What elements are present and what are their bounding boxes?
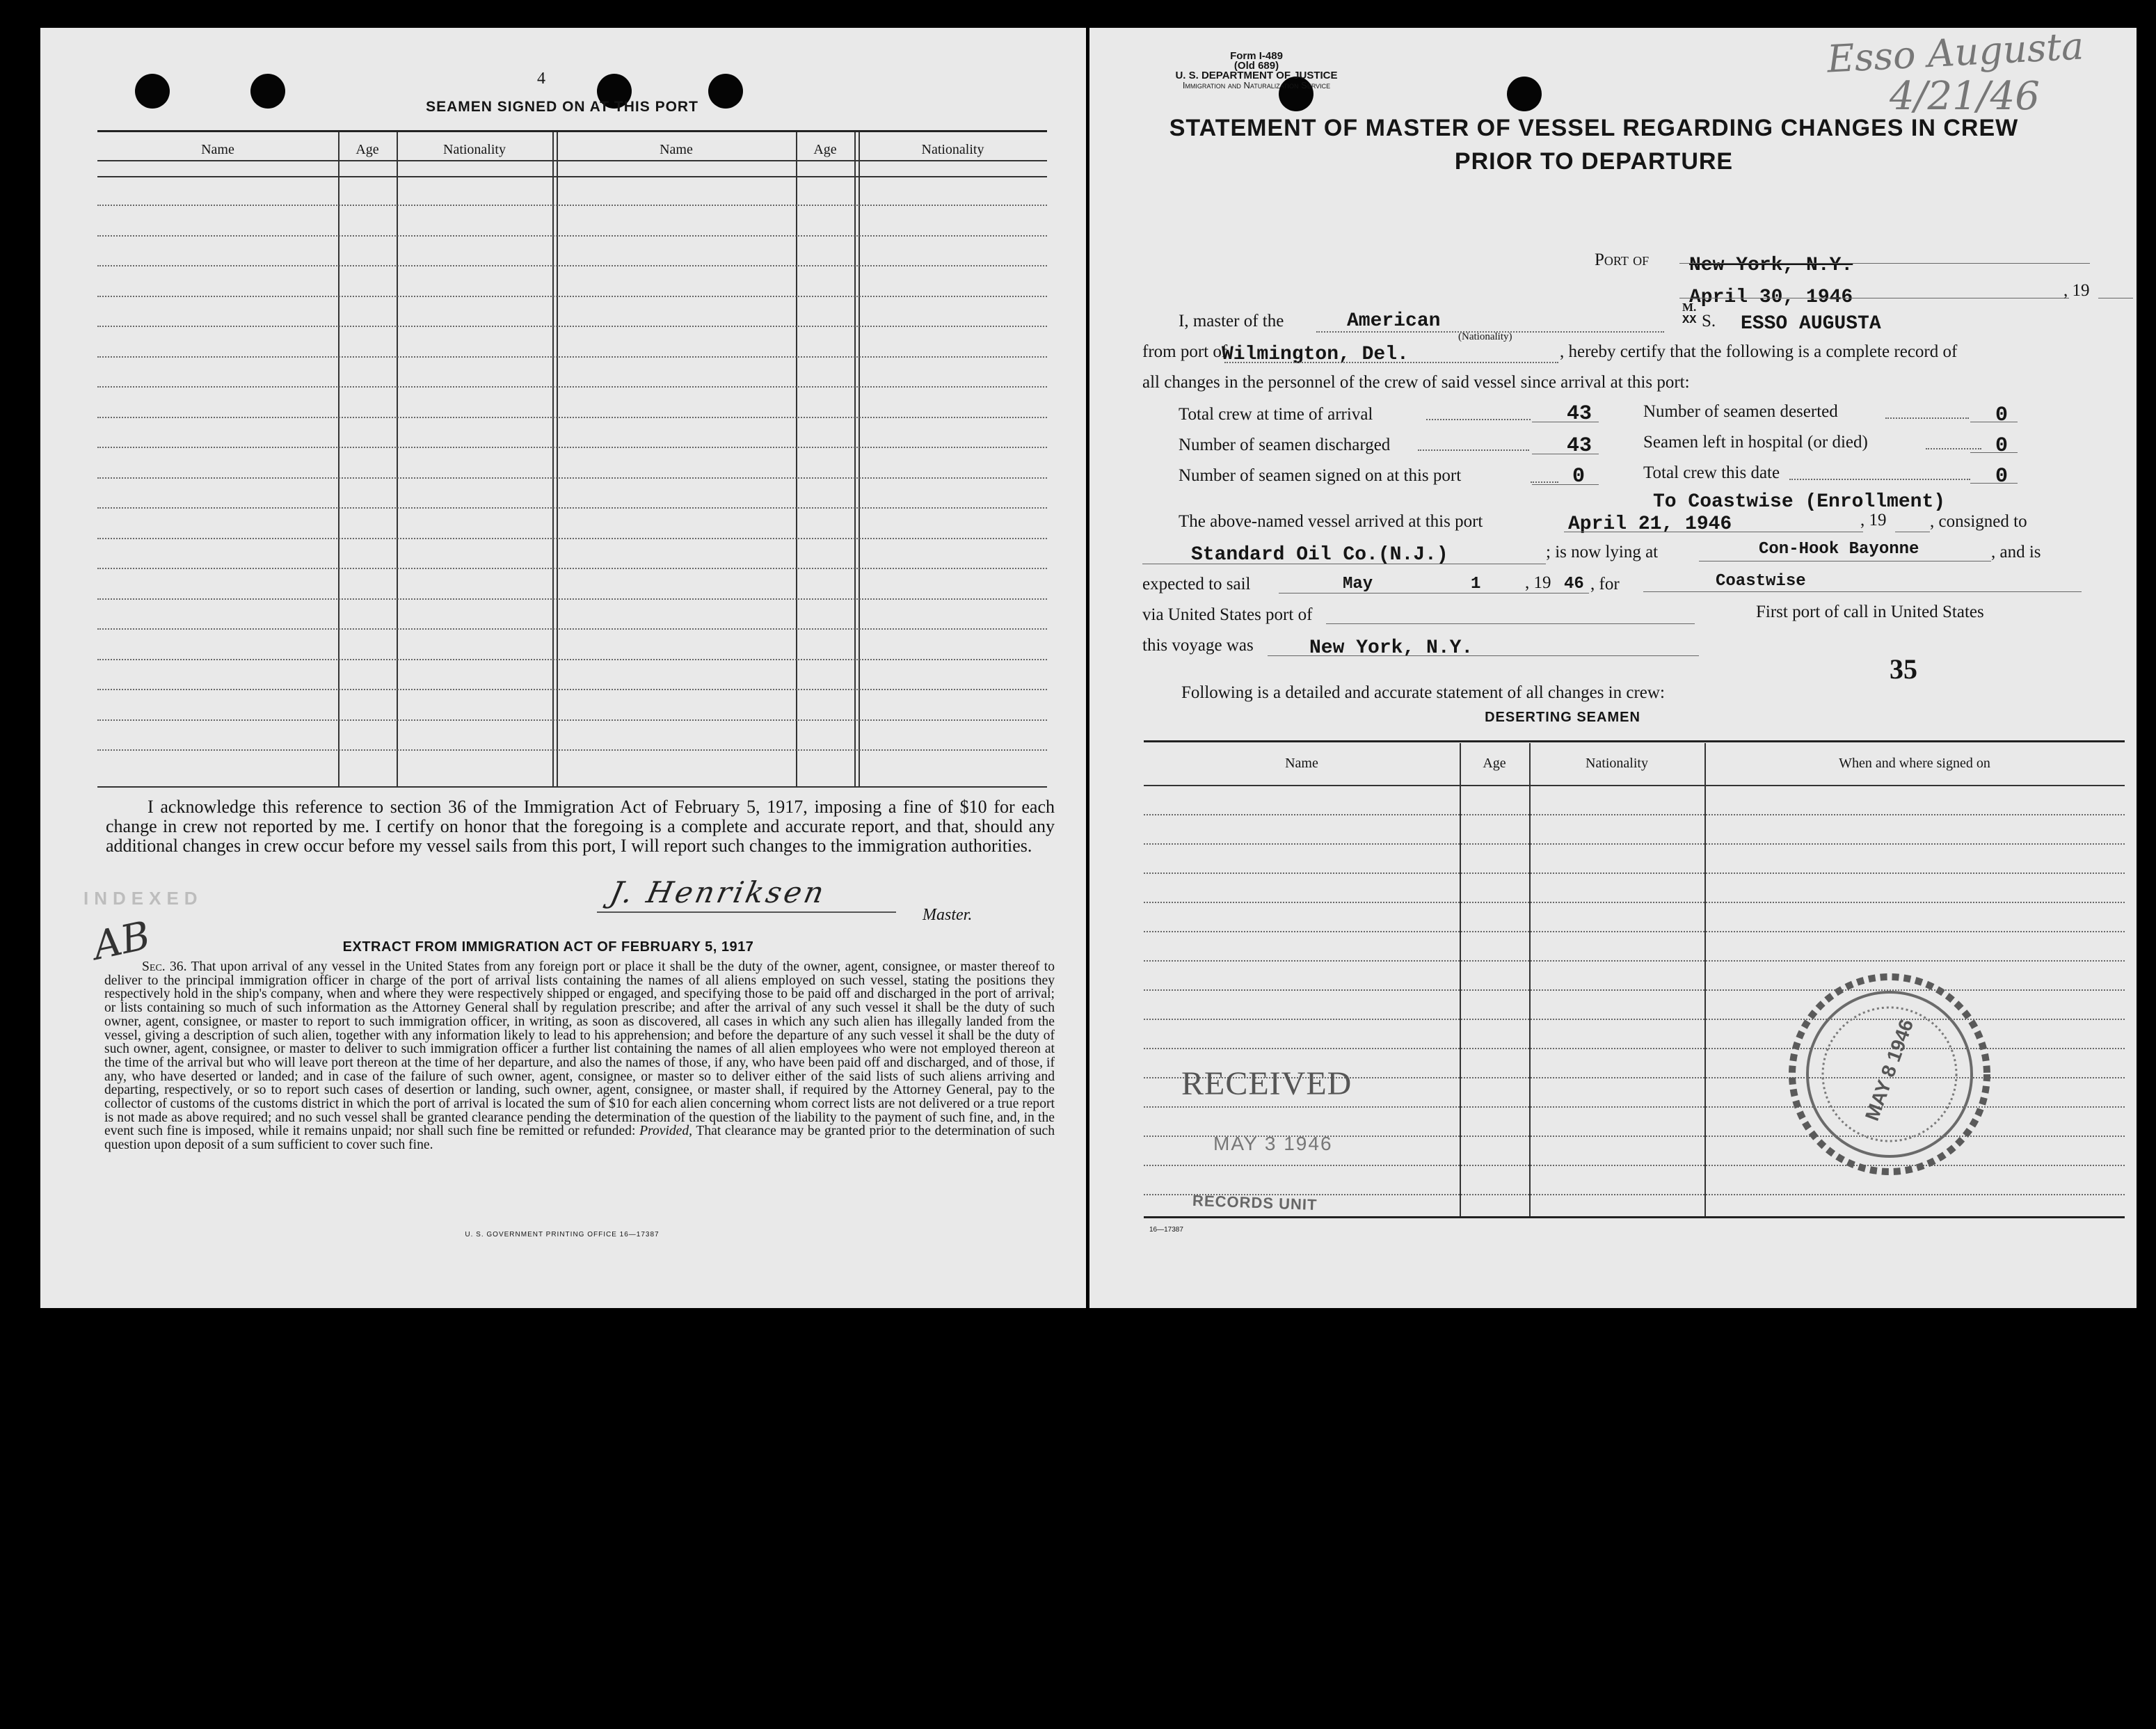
column-header: Age (813, 142, 837, 157)
sail-month: May (1343, 575, 1373, 593)
following-label: Following is a detailed and accurate statement of all changes in crew: (1181, 683, 1665, 702)
received-date-stamp: MAY 3 1946 (1213, 1133, 1333, 1154)
indexed-stamp: INDEXED (83, 888, 203, 909)
form-header (1152, 51, 1361, 90)
stat-total-crew-date: Total crew this date (1643, 463, 1780, 482)
vessel-type-bottom: XX (1682, 314, 1697, 327)
certify-text: , hereby certify that the following is a complete record of (1560, 342, 1958, 361)
sail-label: expected to sail (1142, 575, 1251, 593)
left-page (40, 28, 1086, 1308)
title-line-2: PRIOR TO DEPARTURE (1454, 148, 1734, 175)
page-number: 4 (537, 70, 545, 88)
lying-label: ; is now lying at (1546, 543, 1659, 561)
stat-total-crew-arrival: Total crew at time of arrival (1179, 405, 1373, 424)
right-page (1089, 24, 2137, 1308)
lying-value: Con-Hook Bayonne (1759, 540, 1919, 559)
via-label: via United States port of (1142, 605, 1313, 624)
extract-text: That upon arrival of any vessel in the United States from any foreign port or place it shall be the duty of the owner, agent, consignee, or master thereof to deliver to the principal immigration officer in charge of the port of arrival lists containing the names of all aliens employed on such vessel, stating the positions they respectively hold in the ship's company, when and where they were respectively shipped or engaged, and specifying those to be paid off and discharged in the port of arrival; or lists containing so much of such information as the Attorney General shall by regulation prescribe; and after the arrival of any such vessel it shall be the duty of such owner, agent, consignee, or master to report to such immigration officer, in writing, as soon as discovered, all cases in which any such alien has illegally landed from the vessel, giving a description of such alien, together with any information likely to lead to his apprehension; and before the departure of any such vessel it shall be the duty of such owner, agent, consignee, or master to deliver to such immigration officer a further list containing the names of all alien employees who were not employed thereon at the time of the arrival but who will leave port thereon at the time of her departure, and also the names of those, if any, who have been paid off and discharged, and of those, if any, who have deserted or landed; and in case of the failure of such owner, agent, consignee, or master so to deliver either of the said lists of such aliens arriving and departing, respectively, or so to report such cases of desertion or landing, such owner, agent, consignee, or master shall, if required by the Attorney General, pay to the collector of customs of the customs district in which the port of arrival is located the sum of $10 for each alien concerning whom correct lists are not delivered or a true report is not made as above required; and no such vessel shall be granted clearance pending the determination of the question of the liability to the payment of such fine, and, in the event such fine is imposed, while it remains unpaid; nor shall such fine be remitted or refunded: (104, 959, 1055, 1139)
stat-seamen-deserted: Number of seamen deserted (1643, 402, 1838, 421)
stat-seamen-signed-on: Number of seamen signed on at this port (1179, 466, 1462, 485)
acknowledgment-text: I acknowledge this reference to section 36 of the Immigration Act of February 5, 1917, imposing a fine of $10 for each change in crew not reported by me. I certify on honor that the foregoing is a complete and accurate report, and that, should any additional changes in crew occur before my vessel sails from this port, I will report such changes to the immigration authorities. (106, 797, 1055, 856)
records-unit-stamp: RECORDS UNIT (1192, 1191, 1318, 1214)
column-header: Name (660, 142, 693, 157)
from-port-value: Wilmington, Del. (1222, 344, 1409, 365)
stat-hospital-value: 0 (1995, 434, 2009, 458)
column-header: Age (1483, 756, 1506, 771)
year-prefix: , 19 (2063, 281, 2090, 300)
column-header: When and where signed on (1839, 756, 1990, 771)
deserting-title: DESERTING SEAMEN (1485, 710, 1640, 725)
vessel-type-top: M. (1682, 301, 1697, 314)
form-footer: 16—17387 (1149, 1226, 1183, 1234)
extract-body (104, 960, 1055, 1152)
port-label: Port of (1595, 250, 1650, 269)
punch-hole (1507, 77, 1542, 111)
nationality-caption: (Nationality) (1458, 331, 1512, 342)
extract-tail: That clearance may be granted prior to the determination of such question upon deposit of a sum sufficient to cover such fine. (104, 1124, 1055, 1153)
arrived-value: April 21, 1946 (1568, 513, 1732, 535)
stat-seamen-discharged-value: 43 (1567, 434, 1592, 458)
nationality-value: American (1347, 310, 1441, 332)
handwritten-initials: AB (89, 913, 154, 969)
vessel-type (1682, 301, 1696, 327)
sail-day: 1 (1471, 575, 1481, 593)
stat-total-crew-date-value: 0 (1995, 465, 2009, 488)
punch-hole (135, 74, 170, 109)
year-prefix-2: , 19 (1860, 511, 1887, 529)
vessel-name: ESSO AUGUSTA (1741, 313, 1881, 335)
received-stamp: RECEIVED (1181, 1065, 1352, 1102)
page-mark-35: 35 (1890, 653, 1917, 685)
for-value: Coastwise (1716, 572, 1806, 591)
form-old-number: (Old 689) (1233, 60, 1279, 72)
master-of-label: I, master of the (1179, 312, 1284, 330)
stat-seamen-deserted-value: 0 (1995, 404, 2009, 427)
stat-seamen-discharged: Number of seamen discharged (1179, 436, 1391, 454)
section-title: SEAMEN SIGNED ON AT THIS PORT (426, 99, 698, 115)
for-label: , for (1590, 575, 1620, 593)
vessel-s: S. (1702, 312, 1716, 330)
consignee-value: Standard Oil Co.(N.J.) (1191, 544, 1448, 566)
date-value: April 30, 1946 (1689, 287, 1853, 308)
column-header: Nationality (443, 142, 506, 157)
round-stamp (1785, 970, 1994, 1179)
consigned-label: , consigned to (1930, 512, 2027, 531)
destination-note: To Coastwise (Enrollment) (1653, 491, 1946, 513)
form-title (1089, 111, 2098, 178)
column-header: Name (201, 142, 234, 157)
voyage-label: this voyage was (1142, 636, 1254, 655)
department: U. S. DEPARTMENT OF JUSTICE (1175, 70, 1338, 81)
printer-credit: U. S. GOVERNMENT PRINTING OFFICE 16—17387 (465, 1231, 660, 1238)
sail-year: 46 (1564, 575, 1584, 593)
stat-hospital: Seamen left in hospital (or died) (1643, 433, 1868, 452)
first-port-label: First port of call in United States (1756, 603, 1984, 621)
extract-title: EXTRACT FROM IMMIGRATION ACT OF FEBRUARY 5, 1917 (342, 939, 754, 955)
stat-total-crew-arrival-value: 43 (1567, 402, 1592, 426)
section-label: Sec. 36. (142, 959, 187, 974)
from-port-label: from port of (1142, 342, 1228, 361)
and-is: , and is (1991, 543, 2041, 561)
arrived-label: The above-named vessel arrived at this port (1179, 512, 1483, 531)
column-header: Nationality (1586, 756, 1648, 771)
handwritten-date: 4/21/46 (1890, 74, 2040, 119)
voyage-value: New York, N.Y. (1309, 637, 1474, 659)
column-header: Age (356, 142, 379, 157)
handwritten-vessel-note: Esso Augusta (1826, 24, 2085, 81)
service: Immigration and Naturalization Service (1182, 80, 1331, 90)
title-line-1: STATEMENT OF MASTER OF VESSEL REGARDING CHANGES IN CREW (1169, 115, 2019, 141)
round-stamp-date: MAY 8 1946 (1860, 1016, 1918, 1124)
master-label: Master. (923, 906, 973, 924)
port-value: New York, N.Y. (1689, 255, 1853, 276)
certify-text-2: all changes in the personnel of the crew of said vessel since arrival at this port: (1142, 373, 1690, 392)
form-number: Form I-489 (1230, 50, 1283, 62)
column-header: Nationality (921, 142, 984, 157)
provided-word: Provided, (639, 1124, 693, 1139)
sail-year-prefix: , 19 (1525, 573, 1551, 592)
master-signature: J. Henriksen (607, 875, 830, 909)
stat-seamen-signed-on-value: 0 (1572, 465, 1586, 488)
column-header: Name (1285, 756, 1318, 771)
